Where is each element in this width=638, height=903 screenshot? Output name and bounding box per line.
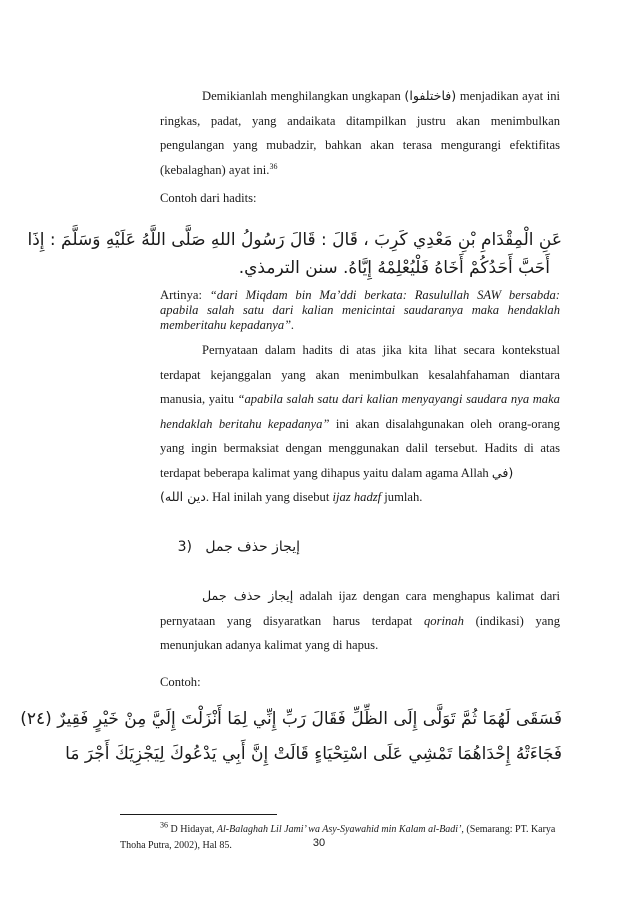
section-number: 3) — [177, 539, 193, 555]
translation-label: Artinya: — [160, 288, 210, 302]
arabic-term: إيجاز حذف جمل — [202, 588, 294, 603]
hadith-arabic-line-1: عَنِ الْمِقْدَامِ بْنِ مَعْدِي كَرِبَ ، قَالَ : قَالَ رَسُولُ اللهِ صَلَّى اللَّهُ عَلَيْهِ وَسَلَّمَ : إِذَا — [27, 230, 562, 250]
arabic-phrase: دين الله) — [160, 489, 206, 504]
text-segment: menjadikan ayat ini ringkas, padat, yang andaikata ditampilkan justru akan menimbulkan pengulangan yang mubadzir, bahkan akan terasa mengurangi efektifitas (kebalaghan) ayat ini. — [160, 89, 560, 177]
footnote-reference[interactable]: 36 — [269, 161, 278, 171]
text-segment: adalah ijaz dengan cara menghapus kalimat dari pernyataan yang disyaratkan harus terdapat — [160, 589, 560, 628]
footnote-number: 36 — [160, 820, 168, 830]
arabic-phrase: (فاختلفوا) — [404, 88, 457, 103]
term-italic: ijaz hadzf — [332, 490, 382, 504]
quran-verse-line-1: فَسَقَى لَهُمَا ثُمَّ تَوَلَّى إِلَى الظِّلِّ فَقَالَ رَبِّ إِنِّي لِمَا أَنْزَلْتَ إِلَيَّ مِنْ خَيْرٍ فَقِيرٌ (٢٤) — [20, 709, 562, 729]
term-italic: qorinah — [424, 613, 464, 628]
text-segment: Pernyataan dalam hadits di atas jika kita lihat secara kontekstual terdapat kejanggalan yang akan menimbulkan kesalahfahaman diantara manusia, yaitu — [160, 343, 560, 406]
footnote-book-title: Al-Balaghah Lil Jami’ wa Asy-Syawahid min Kalam al-Badi’ — [216, 824, 462, 835]
text-segment: (indikasi) yang menunjukan adanya kalimat yang di hapus. — [160, 613, 560, 652]
text-segment: Demikianlah menghilangkan ungkapan — [202, 89, 405, 103]
text-segment: jumlah. — [381, 490, 423, 504]
quran-verse-line-2: فَجَاءَتْهُ إِحْدَاهُمَا تَمْشِي عَلَى اسْتِحْيَاءٍ قَالَتْ إِنَّ أَبِي يَدْعُوكَ لِيَجْزِيَكَ أَجْرَ مَا — [65, 744, 562, 764]
section-heading-3 — [160, 539, 300, 555]
text-segment: . Hal inilah yang disebut — [205, 490, 333, 504]
translation-text: “dari Miqdam bin Ma’ddi berkata: Rasulullah SAW bersabda: apabila salah satu dari kalian menicintai saudaranya maka hendaklah memberitahu kepadanya”. — [160, 288, 560, 332]
paragraph-ijaz-hadzf-jumal — [160, 584, 560, 658]
example-label: Contoh: — [160, 675, 201, 689]
arabic-phrase: (في — [491, 464, 514, 480]
example-hadith-label: Contoh dari hadits: — [160, 191, 257, 205]
quoted-translation: “apabila salah satu dari kalian menyayangi saudara nya maka hendaklah beritahu kepadanya” — [160, 392, 560, 431]
footnote-author: D Hidayat, — [168, 824, 217, 835]
paragraph-hadith-analysis — [160, 338, 560, 510]
paragraph-ellipsis-explanation — [160, 84, 560, 182]
hadith-arabic-line-2: أَحَبَّ أَحَدُكُمْ أَخَاهُ فَلْيُعْلِمْهُ إِيَّاهُ. سنن الترمذي. — [238, 258, 550, 278]
section-heading-arabic: إيجاز حذف جمل — [205, 539, 300, 555]
footnote-separator — [120, 814, 277, 815]
hadith-translation — [160, 288, 560, 333]
footnote-publisher: , (Semarang: PT. Karya Thoha Putra, 2002), Hal 85. — [120, 824, 556, 851]
text-segment: ini akan disalahgunakan oleh orang-orang yang ingin bermaksiat dengan menggunakan dalil tersebut. Hadits di atas terdapat beberapa kalimat yang dihapus yaitu dalam agama Allah — [160, 416, 560, 480]
page-number: 30 — [312, 837, 326, 849]
